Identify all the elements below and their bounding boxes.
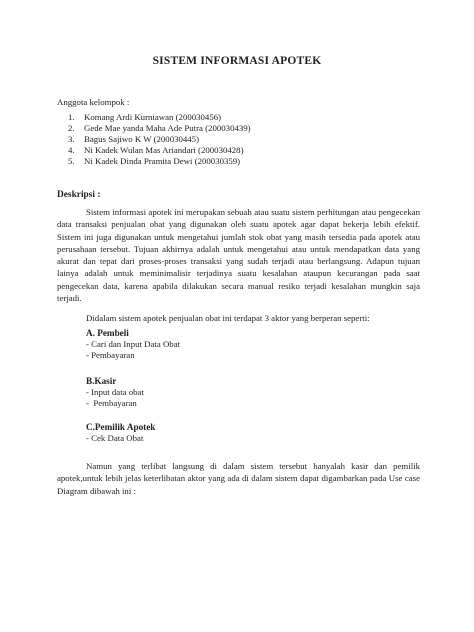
members-label: Anggota kelompok : — [57, 97, 130, 107]
member-number: 3. — [68, 133, 75, 144]
member-number: 5. — [68, 155, 75, 166]
actor-section-pemilik-apotek — [86, 421, 155, 444]
member-number: 4. — [68, 144, 75, 155]
description-paragraph: Sistem informasi apotek ini merupakan sebuah atau suatu sistem perhitungan atau pengecekan data transaksi penjualan obat yang digunakan oleh suatu apotek agar dapat bekerja lebih efektif. Sistem ini juga digunakan untuk mengetahui jumlah stok obat yang masih tersedia pada apotek atau perusahaan tersebut. Tujuan akhirnya adalah untuk mengetahui atau untuk mendapatkan data yang akurat dan tepat dari proses-proses transaksi yang sudah terjadi atau berlangsung. Adapun tujuan lainya adalah untuk meminimalisir terjadinya suatu kesalahan ataupun kecurangan pada saat pengecekan data, karena apabila dilakukan secara manual resiko terjadi kesalahan mungkin saja terjadi. — [57, 207, 420, 304]
actor-section-pembeli — [86, 327, 180, 362]
actor-task: - Input data obat — [86, 387, 144, 397]
actors-intro: Didalam sistem apotek penjualan obat ini terdapat 3 aktor yang berperan seperti: — [86, 313, 370, 323]
member-number: 2. — [68, 122, 75, 133]
actor-section-kasir — [86, 375, 144, 410]
description-heading: Deskripsi : — [57, 190, 101, 200]
members-list — [68, 112, 251, 166]
actor-task: - Cari dan Input Data Obat — [86, 339, 181, 349]
member-item — [68, 112, 251, 123]
member-item — [68, 156, 251, 167]
member-name: Bagus Sajiwo K W (200030445) — [84, 133, 200, 144]
member-name: Ni Kadek Dinda Pramita Dewi (200030359) — [84, 155, 241, 166]
actor-task: - Pembayaran — [86, 398, 137, 409]
member-name: Ni Kadek Wulan Mas Ariandari (200030428) — [84, 144, 244, 155]
document-title: SISTEM INFORMASI APOTEK — [152, 55, 322, 67]
member-name: Gede Mae yanda Maha Ade Putra (200030439) — [84, 122, 251, 133]
member-name: Komang Ardi Kurniawan (200030456) — [84, 112, 222, 122]
actor-task: - Cek Data Obat — [86, 433, 144, 443]
member-item — [68, 134, 251, 145]
member-item — [68, 123, 251, 134]
actor-heading: A. Pembeli — [86, 328, 129, 338]
closing-paragraph: Namun yang terlibat langsung di dalam sistem tersebut hanyalah kasir dan pemilik apotek,untuk lebih jelas keterlibatan aktor yang ada di dalam sistem dapat digambarkan pada Use case Diagram dibawah ini : — [57, 461, 420, 496]
actor-heading: B.Kasir — [86, 376, 117, 386]
member-number: 1. — [68, 112, 75, 122]
member-item — [68, 145, 251, 156]
actor-heading: C.Pemilik Apotek — [86, 422, 156, 432]
actor-task: - Pembayaran — [86, 350, 135, 361]
